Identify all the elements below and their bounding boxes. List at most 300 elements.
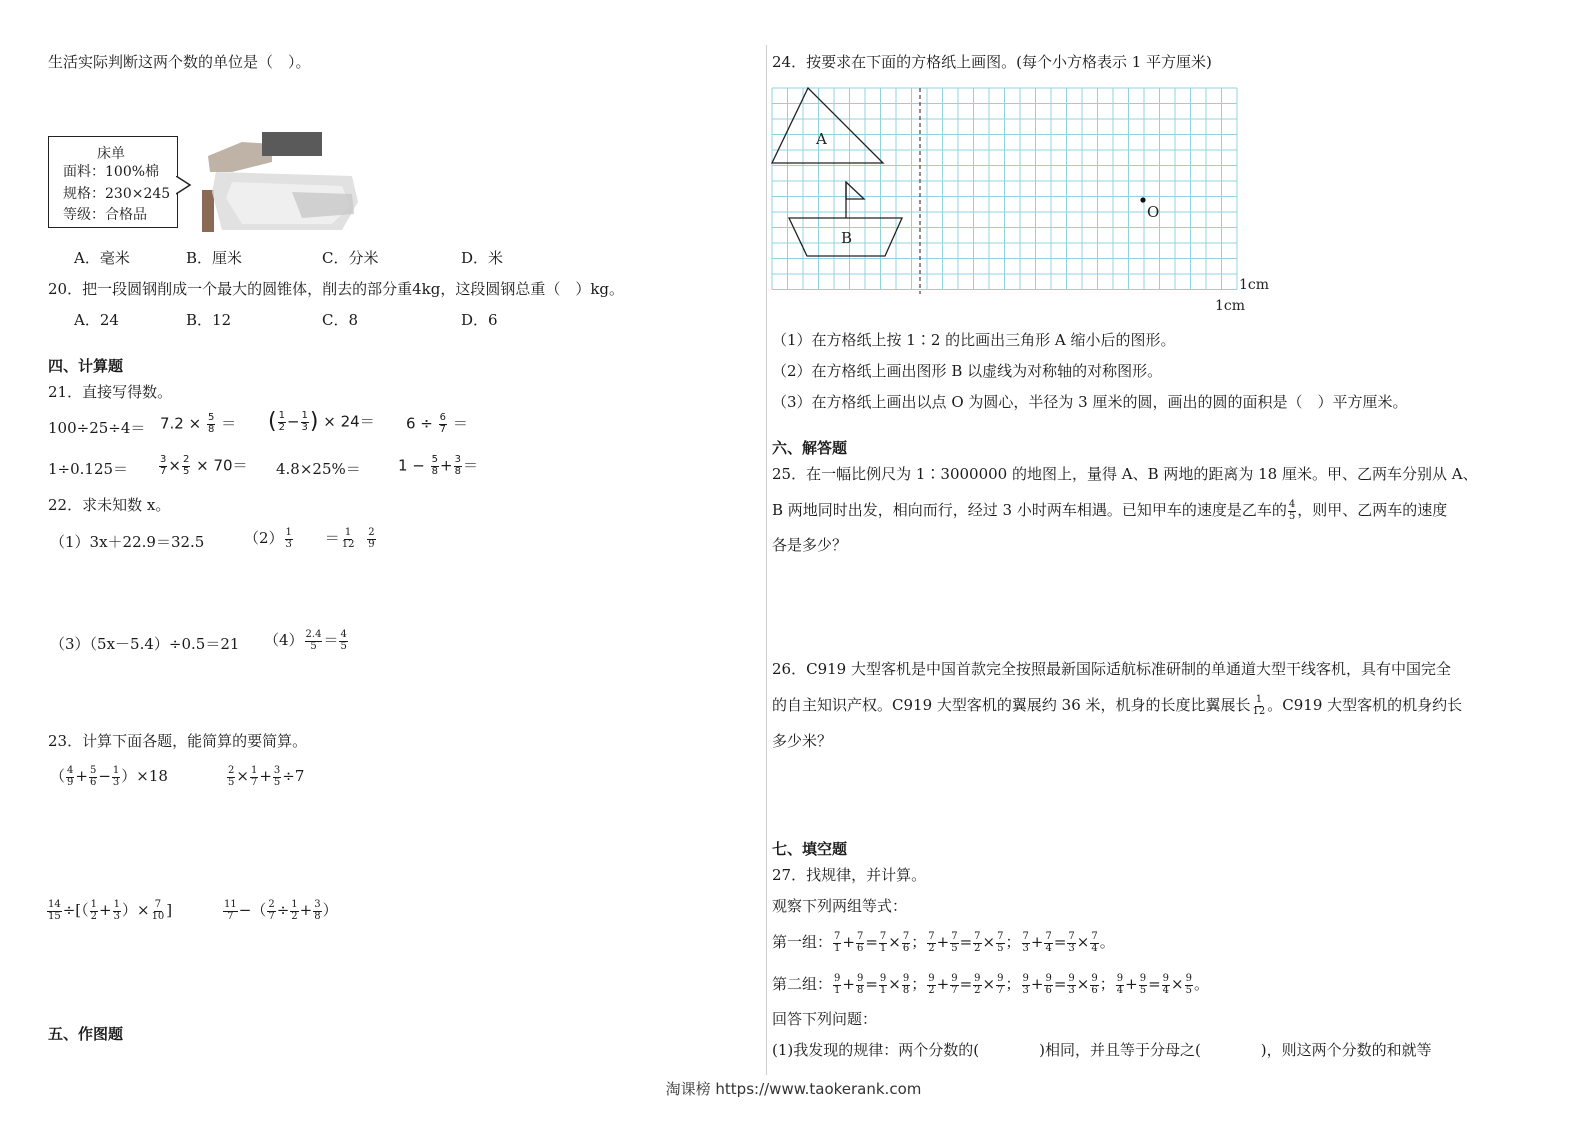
fraction [1162,974,1170,996]
point-o [1140,197,1145,202]
bed-photo [202,132,358,232]
operator: = [1148,975,1161,993]
num: 9 [1091,973,1098,984]
q22-4-frac2 [339,630,347,652]
fraction [1067,932,1075,954]
frac [47,900,62,922]
q26-fraction [1252,695,1267,717]
den: 12 [341,538,355,550]
den: 6 [856,942,864,954]
fraction [902,974,910,996]
equation-group-2 [772,970,1209,998]
q24-3: （3）在方格纸上画出以点 O 为圆心，半径为 3 厘米的圆，画出的圆的面积是（ ）平方厘米。 [772,393,1408,411]
operator: = [1053,975,1067,993]
q20-text: 20．把一段圆钢削成一个最大的圆锥体，削去的部分重4kg，这段圆钢总重（ ）kg。 [48,280,625,298]
den: 5 [997,942,1004,954]
equation [832,973,927,996]
operator: + [842,933,855,951]
num: 3 [160,454,167,465]
fraction [1090,974,1098,996]
den: 5 [340,640,347,652]
triangle-a-label: A [816,130,827,148]
den: 3 [285,538,292,550]
q21-item-b [160,413,236,435]
q25-line1: 25．在一幅比例尺为 1∶3000000 的地图上，量得 A、B 两地的距离为 18 厘米。甲、乙两车分别从 A、 [772,465,1478,483]
q23-c: $\frac{14}{15}$ ÷[（ $\frac{1}{2}$ + $\frac{1}{3}$ ）× $\frac{7}{10}$ ] [48,899,173,922]
q22-text: 22．求未知数 x。 [48,496,171,514]
operator: × [1076,933,1090,951]
operator: + [936,933,950,951]
fraction [973,932,981,954]
den: 10 [151,910,165,922]
den: 5 [1288,510,1296,522]
fraction [996,932,1004,954]
q22-2-frac2 [341,528,356,550]
fraction [1185,974,1193,996]
den: 5 [310,640,317,652]
fraction [879,974,887,996]
operator: ； [1005,933,1021,951]
operator: + [936,975,950,993]
q19-option-c: C．分米 [322,249,379,267]
num: 7 [856,931,864,942]
fraction [950,932,958,954]
q21-b-post: ＝ [221,414,237,433]
num: 9 [1185,973,1192,984]
close: ） [322,901,338,919]
label-spec: 规格：230×245 [63,186,171,202]
den: 7 [439,423,447,435]
num: 2 [182,454,190,465]
fraction [1139,974,1147,996]
q24-1: （1）在方格纸上按 1∶2 的比画出三角形 A 缩小后的图形。 [772,331,1176,349]
den: 5 [273,776,281,788]
fraction [1090,932,1098,954]
q21-b-fraction [207,413,215,435]
den: 6 [1045,984,1052,996]
den: 8 [431,465,439,477]
den: 4 [1116,984,1124,996]
frac [151,900,166,922]
footer-watermark: 淘课榜 https://www.taokerank.com [665,1080,922,1098]
q25-line3: 各是多少？ [772,536,848,554]
num: 7 [974,931,981,942]
q22-2-eq: ＝ [324,529,340,547]
q20-option-c: C．8 [322,311,359,329]
close: ）×18 [121,767,168,785]
mid: ）× [121,901,150,919]
q21-h-frac2 [454,455,462,477]
grid-lines [772,88,1237,290]
den: 5 [182,465,190,477]
q21-item-d [406,413,468,435]
q21-c-post: × 24＝ [323,412,375,431]
den: 1 [834,984,841,996]
num: 9 [951,973,958,984]
frac [113,900,121,922]
q23-b: $\frac{2}{5}$ × $\frac{1}{7}$ + $\frac{3}{5}$ ÷7 [228,765,305,788]
operator: ； [911,975,927,993]
q21-item-g: 4.8×25%＝ [276,460,361,478]
q19-option-d: D．米 [461,249,504,267]
q19-option-a: A．毫米 [74,249,130,267]
fraction [973,974,981,996]
den: 5 [1139,984,1147,996]
q25-line2-post: ，则甲、乙两车的速度 [1297,501,1448,519]
frac [227,766,235,788]
label-fabric: 面料：100%棉 [63,164,160,180]
q22-2-frac3 [367,528,375,550]
q22-4 [264,630,349,652]
den: 4 [1045,942,1052,954]
den: 2 [928,984,935,996]
operator: ； [911,933,927,951]
den: 4 [1162,984,1170,996]
q19-option-b: B．厘米 [186,249,243,267]
den: 7 [268,910,275,922]
q21-c-frac2 [301,411,309,433]
group-1-equations [832,931,1115,954]
num: 1 [344,527,352,538]
q26-line1: 26．C919 大型客机是中国首款完全按照最新国际适航标准研制的单通道大型干线客机，具有中国完全 [772,660,1451,678]
label-pointer [176,176,192,196]
num: 1 [285,527,292,538]
q25-line2 [772,496,1447,524]
den: 9 [67,776,74,788]
den: 7 [250,776,258,788]
den: 7 [951,984,958,996]
q27-text: 27．找规律，并计算。 [772,866,927,884]
open: −（ [238,901,267,919]
den: 5 [951,942,958,954]
fraction [950,974,958,996]
q22-4-frac1 [305,630,323,652]
frac [89,766,97,788]
num: 9 [1162,973,1170,984]
num: 9 [1068,973,1075,984]
num: 2 [268,899,275,910]
equation [1115,973,1210,996]
den: 2 [974,984,981,996]
num: 2.4 [305,629,322,640]
operator: + [1030,933,1044,951]
den: 7 [997,984,1004,996]
operator: ； [1005,975,1021,993]
frac [290,900,298,922]
num: 1 [250,765,258,776]
num: 7 [1022,931,1029,942]
num: 7 [902,931,910,942]
q26-line2 [772,691,1462,719]
den: 6 [1091,984,1098,996]
num: 1 [113,899,120,910]
fraction [1022,974,1030,996]
fraction [927,932,935,954]
operator: = [865,975,878,993]
frac [250,766,258,788]
num: 5 [431,454,439,465]
operator: 。 [1099,933,1115,951]
den: 8 [207,423,215,435]
num: 9 [997,973,1004,984]
q21-d-post: ＝ [452,414,468,433]
equation-group-1 [772,928,1115,956]
equation [926,931,1021,954]
num: 9 [1116,973,1124,984]
operator: = [959,975,973,993]
den: 8 [314,910,321,922]
den: 1 [879,942,887,954]
den: 6 [89,776,97,788]
triangle-a [772,88,883,163]
q24-text: 24．按要求在下面的方格纸上画图。(每个小方格表示 1 平方厘米) [772,53,1212,71]
num: 9 [879,973,887,984]
frac [267,900,275,922]
q22-2-pre: （2） [244,529,284,547]
num: 9 [1139,973,1147,984]
den: 6 [902,942,910,954]
num: 3 [454,454,461,465]
num: 4 [1288,499,1296,510]
equation [926,973,1021,996]
group-1-label: 第一组： [772,933,833,951]
frac [313,900,321,922]
point-o-label: O [1147,203,1160,221]
q21-item-h: 1 − $\frac{5}{8}$ + $\frac{3}{8}$ ＝ [398,454,479,477]
num: 9 [1022,973,1029,984]
q22-4-pre: （4） [264,631,304,649]
num: 1 [112,765,120,776]
q26-line2-post: 。C919 大型客机的机身约长 [1267,696,1463,714]
section-5-heading: 五、作图题 [48,1025,124,1043]
q22-4-eq: ＝ [323,631,339,649]
num: 7 [154,899,162,910]
q21-d-pre: 6 ÷ [406,414,433,433]
q21-c-frac1 [278,411,286,433]
operator: = [1053,933,1067,951]
q20-option-d: D．6 [461,311,498,329]
den: 7 [227,910,234,922]
den: 3 [301,421,308,433]
q23-a: （ $\frac{4}{9}$ + $\frac{5}{6}$ − $\frac{1}{3}$ ）×18 [50,765,168,788]
den: 3 [1022,942,1029,954]
q23-text: 23．计算下面各题，能简算的要简算。 [48,732,308,750]
fraction [879,932,887,954]
frac [90,900,98,922]
q21-f-frac2 [182,455,190,477]
fraction [1116,974,1124,996]
den: 5 [228,776,235,788]
den: 3 [1068,942,1075,954]
equation [832,931,927,954]
num: 7 [834,931,841,942]
num: 6 [439,412,447,423]
q24-2: （2）在方格纸上画出图形 B 以虚线为对称轴的对称图形。 [772,362,1163,380]
bedsheet-label [48,136,178,228]
den: 15 [48,910,61,922]
q20-option-a: A．24 [74,311,119,329]
den: 2 [928,942,935,954]
operator: × [888,933,901,951]
q22-2 [244,528,377,550]
q21-item-f: $\frac{3}{7}$ × $\frac{2}{5}$ × 70＝ [160,454,248,477]
num: 2 [368,527,375,538]
num: 9 [902,973,910,984]
open: （ [50,767,66,785]
num: 1 [278,410,285,421]
fraction [1067,974,1075,996]
q21-f-frac1 [159,455,167,477]
fraction [856,932,864,954]
fraction [1044,974,1052,996]
open: ÷[（ [62,901,89,919]
operator: = [959,933,973,951]
num: 9 [974,973,981,984]
num: 7 [951,931,958,942]
num: 9 [834,973,841,984]
fraction [996,974,1004,996]
q21-f-post: × 70＝ [196,456,248,475]
equation [1021,973,1115,996]
num: 1 [291,899,298,910]
den: 12 [1252,705,1266,717]
section-7-heading: 七、填空题 [772,840,848,858]
q26-line2-pre: 的自主知识产权。C919 大型客机的翼展约 36 米，机身的长度比翼展长 [772,696,1251,714]
fraction [833,974,841,996]
group-2-label: 第二组： [772,975,833,993]
operator: = [865,933,878,951]
q19-tail: 生活实际判断这两个数的单位是（ ）。 [48,53,311,71]
num: 1 [90,899,98,910]
fraction [1022,932,1030,954]
close: ] [166,901,173,919]
operator: + [1125,975,1138,993]
label-title: 床单 [97,146,125,162]
num: 4 [340,629,347,640]
fraction [927,974,935,996]
frac [66,766,74,788]
tail: ÷7 [282,767,305,785]
q25-fraction [1288,500,1296,522]
q27-observe: 观察下列两组等式： [772,897,908,915]
operator: + [1030,975,1044,993]
q22-3: （3）（5x－5.4）÷0.5＝21 [50,635,240,653]
den: 9 [368,538,375,550]
q27-answer: 回答下列问题： [772,1010,878,1028]
den: 3 [112,776,120,788]
den: 3 [1068,984,1075,996]
label-grade: 等级：合格品 [63,207,147,223]
num: 11 [224,899,237,910]
num: 3 [314,899,321,910]
num: 7 [879,931,887,942]
operator: ； [1099,975,1115,993]
column-divider [766,45,767,1075]
num: 3 [273,765,281,776]
frac [112,766,120,788]
den: 8 [454,465,461,477]
q21-text: 21．直接写得数。 [48,383,173,401]
den: 4 [1091,942,1098,954]
unit-label-vertical: 1cm [1239,277,1270,293]
den: 2 [90,910,98,922]
q22-2-frac1 [285,528,293,550]
den: 5 [1185,984,1192,996]
q21-item-c: ( $\frac{1}{2}$ − $\frac{1}{3}$ ) × 24＝ [268,409,375,434]
den: 8 [902,984,910,996]
frac [273,766,281,788]
num: 7 [997,931,1004,942]
q25-line2-pre: B 两地同时出发，相向而行，经过 3 小时两车相遇。已知甲车的速度是乙车的 [772,501,1287,519]
operator: × [982,933,996,951]
num: 14 [48,899,61,910]
num: 1 [301,410,308,421]
num: 9 [1045,973,1052,984]
num: 9 [856,973,864,984]
q26-line3: 多少米？ [772,732,833,750]
q21-h-frac1 [431,455,439,477]
q23-d: $\frac{11}{7}$ −（ $\frac{2}{7}$ ÷ $\frac{1}{2}$ + $\frac{3}{8}$ ） [224,899,338,922]
den: 7 [160,465,167,477]
operator: × [888,975,901,993]
grid-paper [770,86,1280,316]
operator: × [982,975,996,993]
operator: × [1076,975,1090,993]
q20-option-b: B．12 [186,311,232,329]
equation [1021,931,1115,954]
operator: + [842,975,855,993]
num: 7 [928,931,935,942]
den: 8 [856,984,864,996]
section-4-heading: 四、计算题 [48,357,124,375]
group-2-equations [832,973,1210,996]
q21-item-a: 100÷25÷4＝ [48,419,146,437]
fraction [833,932,841,954]
num: 2 [228,765,235,776]
operator: 。 [1194,975,1210,993]
q21-item-e: 1÷0.125＝ [48,460,129,478]
unit-label-horizontal: 1cm [1215,298,1246,314]
den: 2 [291,910,298,922]
fraction [902,932,910,954]
num: 5 [207,412,215,423]
operator: × [1171,975,1184,993]
den: 3 [113,910,120,922]
den: 1 [834,942,841,954]
den: 2 [278,421,285,433]
fraction [1044,932,1052,954]
q21-h-pre: 1 − [398,456,425,475]
num: 7 [1091,931,1098,942]
num: 7 [1045,931,1052,942]
q22-1: （1）3x＋22.9＝32.5 [50,533,205,551]
shape-b-label: B [841,229,853,247]
section-6-heading: 六、解答题 [772,439,848,457]
num: 9 [928,973,935,984]
frac [223,900,238,922]
num: 4 [67,765,74,776]
fraction [856,974,864,996]
num: 5 [89,765,97,776]
num: 1 [1255,694,1263,705]
den: 1 [879,984,887,996]
q21-d-fraction [439,413,447,435]
q21-b-pre: 7.2 × [160,414,202,433]
q21-h-post: ＝ [463,456,479,475]
den: 2 [974,942,981,954]
num: 7 [1068,931,1075,942]
q27-1: (1)我发现的规律：两个分数的( )相同，并且等于分母之( )，则这两个分数的和就等 [772,1041,1432,1059]
